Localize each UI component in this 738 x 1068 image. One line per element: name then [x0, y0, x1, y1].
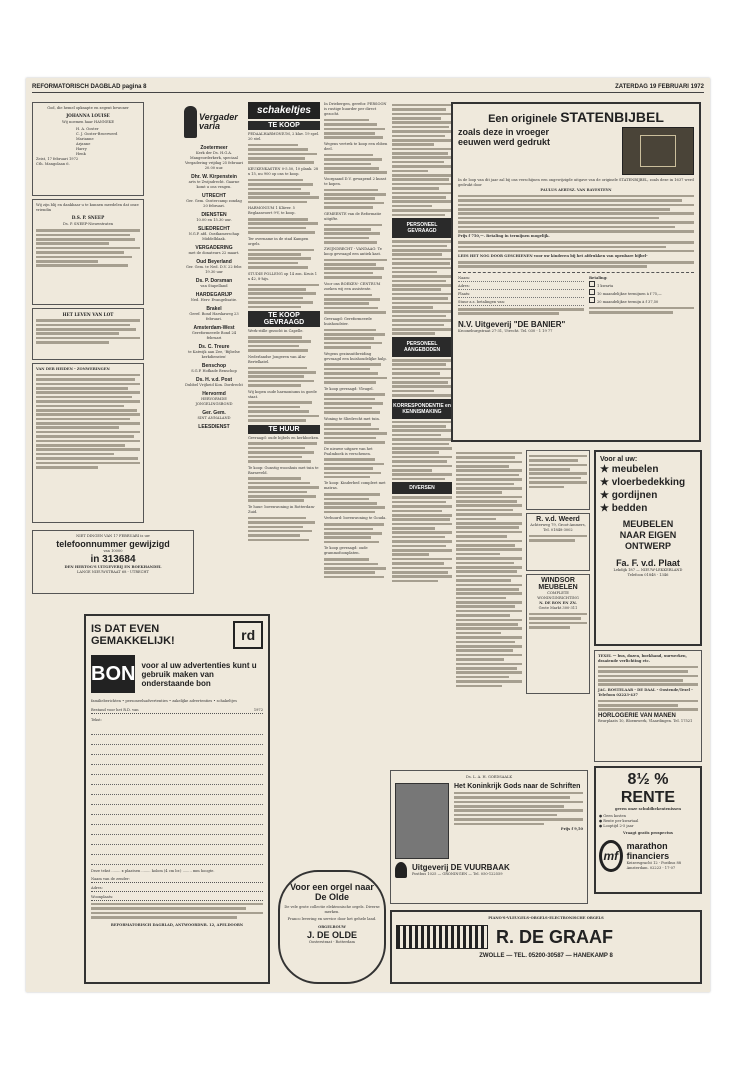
vergader-item-title: Benschop [201, 363, 227, 369]
plaat-extra3: ONTWERP [625, 541, 671, 551]
vergader-item [184, 292, 244, 303]
classified-text: Wij kopen oude harmoniums in goede staat. [248, 389, 317, 399]
speaker-icon [184, 106, 197, 138]
vergader-varia-logo [184, 102, 244, 142]
het-leven-van-lot [32, 308, 144, 360]
classified-item [248, 272, 320, 308]
de-olde-ad [278, 870, 386, 984]
parent-line: C. J. Ooster-Broerwerd [76, 132, 118, 137]
vergader-item [184, 278, 244, 289]
classified-item [324, 447, 388, 479]
heiden-title: VAN DER HEIDEN - ZONWERINGEN [36, 367, 110, 371]
vanmanen-name: HORLOGERIE VAN MANEN [598, 712, 676, 719]
rente-vraag: Vraagt gratis prospectus [623, 831, 673, 835]
vanmanen-address: Beurplaats 10, Bloemwerk, Vlaardingen. Tel. 17521 [598, 718, 693, 723]
classified-text: Te koop: Gunstig woonhuis met tuin te Barneveld. [248, 465, 319, 475]
classified-item [248, 132, 320, 164]
rente-bullet-text: Rente per kwartaal [603, 819, 639, 823]
vergader-item-title: Hervormd [202, 391, 226, 397]
form-label-betaling: Stuur a.s. betalingen van: [458, 300, 584, 306]
telefoon-number: in 313684 [90, 554, 136, 565]
rd-slogan: voor al uw advertenties kunt u gebruik maken van onderstaande bon [141, 660, 257, 688]
vergader-item [184, 174, 244, 190]
van-manen-ad [594, 650, 702, 762]
vergader-item-title: DIENSTEN [201, 212, 227, 218]
wedding-announcement [32, 199, 144, 305]
book-cover-image [395, 783, 449, 859]
band-kennismaking: KORRESPONDENTIE en KENNISMAKING [392, 399, 452, 419]
graaf-top: PIANO'S-VLEUGELS-ORGELS-ELECTRONISCHE ORGELS [488, 916, 604, 920]
classified-text: De nieuwe uitgave van het Psalmboek is verschenen. [324, 446, 373, 456]
telefoon-title: telefoonnummer gewijzigd [56, 539, 170, 549]
parent-line: Arjanne [76, 142, 91, 147]
plaat-ontwerp [600, 519, 696, 552]
leven-van-lot-title: HET LEVEN VAN LOT [62, 312, 114, 317]
vergader-item-text: HERVORMDE JONGELINGSBOND [195, 397, 233, 406]
classified-item [248, 466, 320, 502]
vergader-item-text: Dubbel Vrijheid Kon. Dordrecht [185, 383, 243, 387]
vergader-item-title: LEESDIENST [198, 424, 230, 430]
statenbijbel-printer: PAULUS AERTSZ. VAN RAVESTEYN [540, 188, 612, 192]
statenbijbel-publisher-address: Krooneburgstraat 27-31, Utrecht. Tel. 030 - 1 19 77 [458, 328, 553, 333]
band-te-koop: TE KOOP [248, 121, 320, 130]
weerd-ad [526, 513, 590, 571]
plaat-items [600, 463, 696, 515]
checkbox-icon[interactable] [589, 281, 595, 287]
classified-item [248, 355, 320, 387]
page-header [32, 84, 704, 93]
olde-note: Franco levering en service door het gehele land. [287, 917, 377, 921]
rd-year: 1972 [253, 708, 263, 712]
windsor-firm: N. DE RON EN ZN. [539, 601, 577, 605]
rd-types: familieberichten • personeelsadvertenties • zakelijke advertenties • schakeltjes [91, 699, 237, 703]
classified-item [324, 352, 388, 384]
classified-item [248, 329, 320, 352]
middle-ads-column [526, 450, 590, 766]
classified-text: KEUKENKASTEN 0-5.50, 10 plank. 28 x 15, nu 900 op ons te koop. [248, 166, 319, 176]
schakeltjes-title: schakeltjes [248, 102, 320, 119]
vergader-varia-title: Vergader varia [199, 112, 238, 131]
statenbijbel-body: In de loop van dit jaar zal bij ons verschijnen een ongewijzigde uitgave van de originele STATENBIJBEL, zoals deze in 1637 werd gedrukt door [458, 178, 694, 187]
de-graaf-ad [390, 910, 702, 984]
classified-text: Werk-stille gezocht in Capelle. [248, 329, 304, 334]
rente-bullet: ● Geen kosten [599, 814, 626, 818]
classified-text: STUDIE POLLENG op 14 zon. Kruis 1 x 42, 8-hijs. [248, 271, 317, 281]
classified-text: Wegens gezinsuitbreiding gevraagd een huishoudelijke hulp. [324, 351, 387, 361]
vergader-item [184, 344, 244, 360]
statenbijbel-price: Prijs f 750,—. Betaling in termijnen mogelijk. [458, 234, 550, 239]
classified-item [324, 102, 388, 139]
vergader-varia-list [184, 145, 244, 430]
olde-firm: J. DE OLDE [306, 930, 357, 940]
rd-footer: REFORMATORISCH DAGBLAD, ANTWOORDNR. 12, APELDOORN [110, 922, 244, 927]
birth-address: Cth. Mangolaan 6. [36, 162, 70, 167]
classified-text: HARMONIUM 1 Kläver. 5 Beglaanvoert 9-V, te koop. [248, 206, 296, 216]
classified-text: GEMEENTE van de Reformatie uitgifte. [324, 211, 382, 221]
rente-percent: 8½ % RENTE [620, 771, 676, 806]
plaat-item-label: meubelen [611, 464, 659, 475]
parent-line: H. A. Ooster [76, 127, 99, 132]
vergader-item-text: met de donateurs 22 maart. [188, 251, 240, 255]
vergader-item [184, 325, 244, 341]
plaat-firm: Fa. F. v.d. Plaat [616, 558, 680, 568]
form-label-adres: Adres: [458, 284, 584, 290]
schakeltjes-list-b [324, 102, 388, 578]
vergader-item [184, 145, 244, 171]
rente-bullets [599, 814, 697, 829]
vergader-item [184, 377, 244, 388]
vergader-item-title: Oud Beyerland [196, 259, 232, 265]
birth-date: Zeist, 17 februari 1972 [36, 157, 79, 162]
classified-text: Ter overname in de stad Kampen orgels. [248, 236, 309, 246]
rd-bon-ad [84, 614, 270, 984]
rd-adres: Adres: [91, 886, 263, 892]
plaat-item: ★ bedden [600, 503, 648, 514]
form-label-plaats: Plaats: [458, 292, 584, 298]
plaat-extra2: NAAR EIGEN [619, 530, 677, 540]
classified-text: Te koop: Kinderbed compleet met matras. [324, 481, 386, 491]
form-option: 10 maandelijkse termijnen à f 75,— [597, 292, 662, 297]
wedding-name: D.S. P. SNEEP [71, 215, 105, 220]
vergader-item-text: SINT ANNALAND [197, 416, 231, 420]
bon-stamp: BON [91, 655, 135, 693]
wedding-line2: Ds. P. SNEEP-Nieuwstraten [62, 222, 114, 227]
classified-text: Te koop gevraagd: Vleugel. [324, 386, 374, 391]
vanmanen-text: TEXEL — bus, dozen, boekhand, uurwerken, draaiende verlichting etc. [598, 654, 687, 663]
statenbijbel-line3: zoals deze in vroeger [458, 127, 550, 137]
alp-protestantse-ad [526, 450, 590, 510]
classified-item [324, 247, 388, 279]
vergader-item-text: Ger. Gem. Oostercamp zondag 20 februari. [186, 199, 242, 208]
olde-title: Voor een orgel naar De Olde [290, 882, 374, 902]
form-label-naam: Naam: [458, 276, 584, 282]
classified-text: Te koop gevraagd: oude grammofoonplaten. [324, 546, 368, 556]
vergader-item [184, 391, 244, 407]
statenbijbel-publisher: N.V. Uitgeverij "DE BANIER" [458, 319, 566, 329]
rd-logo-icon: rd [233, 621, 263, 649]
classified-item [324, 481, 388, 513]
birth-announcement [32, 102, 144, 196]
vergader-item-title: VERGADERING [195, 245, 233, 251]
vergader-item-title: Amsterdam-West [193, 325, 235, 331]
schakeltjes-list-1 [248, 132, 320, 308]
graaf-address: ZWOLLE — TEL. 05200-30587 — HANEKAMP 8 [479, 953, 613, 959]
statenbijbel-line4: eeuwen werd gedrukt [458, 137, 551, 147]
classified-text: Verhuurd: bovenwoning te Gouda. [324, 516, 387, 521]
rente-sub: geven onze schuldbekentenissen [614, 807, 681, 811]
vergader-varia-column [184, 102, 244, 526]
vergader-item-text: arts te Zwijndrecht. Gaarne komt u ons vragen. [188, 180, 240, 189]
vergader-item [184, 259, 244, 275]
rd-tekst-lines[interactable] [91, 725, 263, 865]
statenbijbel-line1: Een originele [488, 113, 558, 125]
rd-naam: Naam van de zender: [91, 877, 263, 883]
wedding-intro: Wij zijn blij en dankbaar u te kunnen meedelen dat onze vriendin [36, 203, 139, 212]
schakeltjes-column [248, 102, 320, 622]
vergader-item [184, 410, 244, 421]
rente-bullet: ● Looptijd 2-5 jaar [599, 824, 634, 828]
birth-intro: God, die hemel opknapte en zegent bewoner [47, 106, 129, 110]
classified-text: Woning te Sliedrecht met tuin. [324, 416, 380, 421]
olde-firm-address: Oosterstraat - Rotterdam [309, 940, 355, 944]
classified-item [324, 317, 388, 349]
flame-icon [395, 862, 407, 878]
vergader-item [184, 245, 244, 256]
van-der-heiden-ad [32, 363, 144, 523]
vergader-item-title: SLIEDRECHT [198, 226, 230, 232]
vergader-item [184, 226, 244, 242]
olde-sub: De vele grote collectie elektronische orgels. Diverse merken. [284, 905, 380, 914]
vergader-item [184, 193, 244, 209]
band-personeel-aangeboden: PERSONEEL AANGEBODEN [392, 337, 452, 357]
classified-item [324, 212, 388, 244]
classified-item [248, 436, 320, 463]
goedsaalk-price: Prijs f 9,50 [560, 826, 583, 831]
newspaper-page [26, 78, 710, 992]
vergader-item-title: Ds. C. Treure [198, 344, 230, 350]
vergader-item-text: Gereformeerde Bond 24 februari [191, 331, 237, 340]
vergader-item-title: Zoetermeer [200, 145, 228, 151]
parent-line: Marianne [76, 137, 94, 142]
vergader-item-text: 10.00 en 15.30 uur. [196, 218, 232, 222]
form-option: 1 kwarta [597, 284, 614, 289]
classified-text: Gevraagd: oude bijbels en kerkboeken. [248, 435, 320, 440]
marathon-name1: marathon [626, 841, 668, 851]
telefoon-firm: DEN HERTOG'S UITGEVERIJ EN BOEKHANDEL [64, 565, 162, 569]
header-left: REFORMATORISCH DAGBLAD pagina 8 [32, 84, 147, 90]
rd-headline: IS DAT EVEN GEMAKKELIJK! [91, 623, 175, 647]
classified-text: Voorgaand D.V. gewapend 2 kunst te kopen. [324, 176, 387, 186]
rente-bullet-text: Geen kosten [603, 814, 626, 818]
classified-item [248, 505, 320, 541]
marathon-block [599, 840, 697, 872]
vergader-item [184, 212, 244, 223]
weerd-firm: R. v.d. Weerd [536, 516, 580, 523]
classified-item [248, 390, 320, 422]
rd-woonplaats: Woonplaats: [91, 895, 263, 901]
vergader-item-text: Ned. Herv. Evangelisatie. [190, 298, 238, 302]
personeel-column [392, 102, 452, 766]
vergader-item-title: HARDEGARIJP [195, 292, 233, 298]
vergader-item-title: Brakel [206, 306, 222, 312]
bestel-form-right [589, 276, 694, 317]
windsor-name: WINDSOR MEUBELEN [538, 577, 578, 591]
telefoon-intro: NIET DINGEN VAN 17 FEBRUARI is uw [76, 534, 150, 538]
checkbox-icon[interactable] [589, 289, 595, 295]
classified-text: Nederlandse Jongeren van Alm-Bertelkatel. [248, 354, 307, 364]
classified-item [248, 237, 320, 269]
vergader-item-title: Ger. Gem. [202, 410, 226, 416]
classified-text: Wegens vertrek te koop een ebben deel. [324, 141, 388, 151]
classified-item [248, 167, 320, 203]
classified-text: Te huur: bovenwoning in Rotterdam-Zuid. [248, 504, 316, 514]
rente-bullet: ● Rente per kwartaal [599, 819, 639, 823]
plaat-address: Lekdijk 187 — NIEUW-LEKKERLAND [613, 568, 683, 572]
vergader-item-title: Dhr. W. Kirpenstein [191, 174, 237, 180]
plaat-item-label: bedden [611, 503, 648, 514]
schakeltjes-list-3 [248, 436, 320, 542]
classified-text: ZWIJNDRECHT - VANDAAG: Te koop gevraagd een antiek kast. [324, 246, 382, 256]
windsor-ad [526, 574, 590, 694]
plaat-item: ★ meubelen [600, 464, 659, 475]
rd-bestand: Bestand voor het R.D. van [91, 708, 139, 712]
goedsaalk-publisher: Uitgeverij DE VUURBAAK [412, 863, 510, 872]
vergader-item-text: S.G.P. Hofkade Benschop [191, 369, 237, 373]
form-option: 20 maandelijkse termijn à f 37,50 [597, 300, 659, 305]
plaat-item: ★ gordijnen [600, 490, 658, 501]
classified-item [324, 387, 388, 414]
rd-bestand-row [91, 708, 263, 714]
classified-item [324, 516, 388, 543]
band-te-koop-gevraagd: TE KOOP GEVRAAGD [248, 311, 320, 327]
form-betaling-title: Betaling: [589, 276, 608, 281]
marathon-logo-icon: mf [599, 840, 623, 872]
band-personeel-gevraagd: PERSONEEL GEVRAAGD [392, 218, 452, 238]
plaat-extra1: MEUBELEN [622, 519, 674, 529]
bible-image [622, 127, 694, 175]
birth-name: JOHANNA LOUISE [66, 113, 110, 118]
telefoon-sub: van 10000 [103, 549, 123, 553]
vergader-item [184, 363, 244, 374]
vergader-item [184, 306, 244, 322]
vergader-item-title: Ds. P. Dorsman [195, 278, 233, 284]
parent-line: Harry [76, 147, 87, 152]
classified-text: In Driebergen, gerefor. PERSOON is rustige huurder per direct gezocht. [324, 102, 387, 116]
diversen-column [456, 450, 522, 766]
vd-plaat-ad [594, 450, 702, 646]
piano-keys-icon [396, 925, 488, 949]
parent-line: Henk [76, 152, 86, 157]
vergader-item-text: Ger. Gem. te Ned. D.V. 22 febr. 19.30 uur [186, 265, 242, 274]
olde-firm-a: ORGELBOUW [318, 925, 346, 929]
plaat-item-label: gordijnen [611, 490, 658, 501]
windsor-sub: COMPLETE WONINGINRICHTING [537, 591, 579, 600]
graaf-name: R. DE GRAAF [496, 926, 613, 947]
rd-tekst-label: Tekst: [91, 718, 102, 722]
statenbijbel-headline [458, 109, 694, 125]
schakeltjes-list-2 [248, 329, 320, 421]
classified-item [324, 546, 388, 578]
telefoon-notice [32, 530, 194, 594]
vergader-item-title: Ds. H. v.d. Post [195, 377, 233, 383]
goedsaalk-author: Ds. L. A. H. GOEDSAALK [465, 775, 513, 779]
header-right: ZATERDAG 19 FEBRUARI 1972 [615, 84, 704, 90]
vuurbaak-ad [390, 770, 588, 904]
plaat-item: ★ vloerbedekking [600, 477, 686, 488]
weerd-address: Achterweg 79, Groot-Ammers, Tel. 01848-3002 [530, 523, 586, 532]
marathon-name2: financiers [626, 851, 670, 861]
vergader-item-text: van Stapelland [200, 284, 228, 288]
plaat-intro: Voor al uw: [600, 456, 638, 463]
goedsaalk-title: Het Koninkrijk Gods naar de Schriften [454, 783, 581, 790]
vergader-item-text: te Katwijk aan Zee, 'Bijbelse kerkdiensten' [188, 350, 240, 359]
classified-item [324, 282, 388, 314]
classified-item [248, 206, 320, 234]
windsor-address: Grote Markt 300-311 [538, 606, 578, 610]
classified-text: Voor ons BOEKEN- CENTRUM zoeken wij een assistente. [324, 281, 381, 291]
plaat-phone: Telefoon 01848 - 1346 [627, 573, 669, 577]
statenbijbel-ad [451, 102, 701, 442]
plaat-item-label: vloerbedekking [611, 477, 686, 488]
band-diversen: DIVERSEN [392, 482, 452, 494]
rente-bullet-text: Looptijd 2-5 jaar [603, 824, 634, 828]
marathon-address: Keizersgracht 12 - Postbus 88 Amsterdam. 02223 - 17-07 [626, 861, 682, 870]
vergader-item-text: Kerk der Ds. H.G.A. Mangeorderkerk, speciaal Vergadering vrijdag 25 februari 20.00 uur. [184, 151, 244, 170]
telefoon-address: LANGE NIEUWSTRAAT 68 - UTRECHT [77, 570, 149, 574]
vergader-item-title: UTRECHT [202, 193, 226, 199]
classified-item [324, 417, 388, 444]
classified-text: Gevraagd: Gereformeerde huishoudster. [324, 316, 372, 326]
statenbijbel-line2: STATENBIJBEL [560, 109, 664, 125]
vanmanen-firm-title: JAC. BOSTELAAR - DE DAAL - Oostende/Texel - Telefoon 02223-437 [598, 687, 693, 697]
rd-plaatsen: Deze tekst ........ x plaatsen ........ kolom (4 cm br.) ........ mm hoogte. [91, 869, 215, 873]
goedsaalk-publisher-sub: Postbus 1025 — GRONINGEN — Tel. 050-122559 [412, 872, 503, 876]
classified-item [324, 142, 388, 174]
statenbijbel-bestel: LEES HET NOG DOOR GESCHIENEN voor uw kinderen bij het afdrukken van openbare bijbel- [458, 254, 648, 259]
schakeltjes-column-b [324, 102, 388, 698]
checkbox-icon[interactable] [589, 297, 595, 303]
vergader-item [184, 424, 244, 430]
vergader-item-text: Geref. Bond Harskaweg 23 februari. [189, 312, 239, 321]
vergader-item-text: N.G.P. afd. Oostkamerschap Middelblaak. [188, 232, 240, 241]
classified-text: PEDAALHARMONIUM, 2 klav. 19 spel. 20 stel. [248, 132, 320, 141]
rente-ad [594, 766, 702, 894]
birth-parents [76, 127, 140, 157]
band-te-huur: TE HUUR [248, 425, 320, 434]
birth-subtitle: Wij noemen haar HANNEKE [61, 120, 115, 125]
bestel-form-left [458, 276, 584, 317]
classified-item [324, 177, 388, 209]
